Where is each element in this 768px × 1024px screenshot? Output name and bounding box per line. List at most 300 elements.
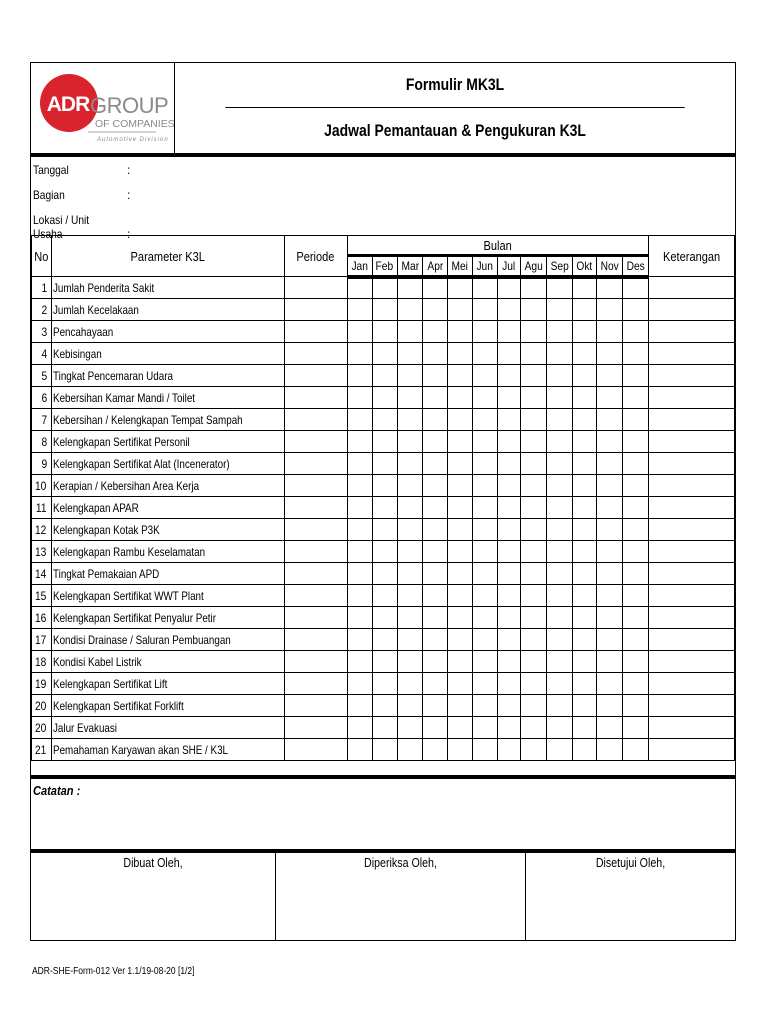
month-cell-nov[interactable] <box>597 431 623 453</box>
month-cell-jun[interactable] <box>473 695 498 717</box>
month-cell-mar[interactable] <box>397 475 422 497</box>
month-cell-mei[interactable] <box>448 585 473 607</box>
month-cell-apr[interactable] <box>423 365 448 387</box>
row-periode-cell[interactable] <box>284 497 347 519</box>
month-cell-apr[interactable] <box>423 299 448 321</box>
month-cell-sep[interactable] <box>546 497 572 519</box>
month-cell-agu[interactable] <box>521 387 547 409</box>
month-cell-jan[interactable] <box>347 497 372 519</box>
month-cell-apr[interactable] <box>423 673 448 695</box>
row-periode-cell[interactable] <box>284 277 347 299</box>
month-cell-mar[interactable] <box>397 299 422 321</box>
month-cell-sep[interactable] <box>546 607 572 629</box>
month-cell-jul[interactable] <box>497 387 520 409</box>
month-cell-des[interactable] <box>623 409 649 431</box>
month-cell-jun[interactable] <box>473 651 498 673</box>
month-cell-agu[interactable] <box>521 519 547 541</box>
month-cell-agu[interactable] <box>521 563 547 585</box>
month-cell-agu[interactable] <box>521 277 547 299</box>
month-cell-apr[interactable] <box>423 629 448 651</box>
month-cell-mar[interactable] <box>397 739 422 761</box>
month-cell-agu[interactable] <box>521 739 547 761</box>
month-cell-mar[interactable] <box>397 497 422 519</box>
row-keterangan-cell[interactable] <box>648 673 734 695</box>
row-keterangan-cell[interactable] <box>648 563 734 585</box>
month-cell-apr[interactable] <box>423 541 448 563</box>
month-cell-des[interactable] <box>623 277 649 299</box>
month-cell-agu[interactable] <box>521 695 547 717</box>
month-cell-sep[interactable] <box>546 409 572 431</box>
month-cell-jun[interactable] <box>473 299 498 321</box>
month-cell-mar[interactable] <box>397 563 422 585</box>
month-cell-apr[interactable] <box>423 695 448 717</box>
month-cell-apr[interactable] <box>423 431 448 453</box>
row-periode-cell[interactable] <box>284 475 347 497</box>
month-cell-feb[interactable] <box>372 321 397 343</box>
month-cell-apr[interactable] <box>423 277 448 299</box>
month-cell-mar[interactable] <box>397 717 422 739</box>
month-cell-nov[interactable] <box>597 541 623 563</box>
row-keterangan-cell[interactable] <box>648 475 734 497</box>
month-cell-jun[interactable] <box>473 321 498 343</box>
month-cell-mar[interactable] <box>397 541 422 563</box>
month-cell-apr[interactable] <box>423 321 448 343</box>
month-cell-jul[interactable] <box>497 321 520 343</box>
month-cell-sep[interactable] <box>546 277 572 299</box>
month-cell-mar[interactable] <box>397 629 422 651</box>
month-cell-apr[interactable] <box>423 519 448 541</box>
month-cell-apr[interactable] <box>423 387 448 409</box>
month-cell-jul[interactable] <box>497 563 520 585</box>
month-cell-jan[interactable] <box>347 299 372 321</box>
month-cell-des[interactable] <box>623 475 649 497</box>
month-cell-jun[interactable] <box>473 343 498 365</box>
month-cell-jan[interactable] <box>347 453 372 475</box>
month-cell-des[interactable] <box>623 607 649 629</box>
month-cell-apr[interactable] <box>423 475 448 497</box>
month-cell-feb[interactable] <box>372 277 397 299</box>
month-cell-feb[interactable] <box>372 409 397 431</box>
month-cell-nov[interactable] <box>597 629 623 651</box>
month-cell-apr[interactable] <box>423 409 448 431</box>
month-cell-agu[interactable] <box>521 475 547 497</box>
month-cell-apr[interactable] <box>423 585 448 607</box>
month-cell-nov[interactable] <box>597 365 623 387</box>
month-cell-jul[interactable] <box>497 541 520 563</box>
month-cell-mar[interactable] <box>397 277 422 299</box>
row-periode-cell[interactable] <box>284 629 347 651</box>
month-cell-mei[interactable] <box>448 409 473 431</box>
month-cell-sep[interactable] <box>546 651 572 673</box>
month-cell-jan[interactable] <box>347 563 372 585</box>
month-cell-mei[interactable] <box>448 651 473 673</box>
month-cell-des[interactable] <box>623 629 649 651</box>
month-cell-jul[interactable] <box>497 695 520 717</box>
month-cell-apr[interactable] <box>423 497 448 519</box>
month-cell-okt[interactable] <box>572 739 597 761</box>
month-cell-jun[interactable] <box>473 629 498 651</box>
month-cell-sep[interactable] <box>546 453 572 475</box>
row-periode-cell[interactable] <box>284 431 347 453</box>
month-cell-des[interactable] <box>623 497 649 519</box>
month-cell-okt[interactable] <box>572 497 597 519</box>
month-cell-okt[interactable] <box>572 673 597 695</box>
month-cell-jul[interactable] <box>497 365 520 387</box>
row-periode-cell[interactable] <box>284 453 347 475</box>
month-cell-mar[interactable] <box>397 519 422 541</box>
month-cell-des[interactable] <box>623 563 649 585</box>
month-cell-jul[interactable] <box>497 497 520 519</box>
month-cell-jun[interactable] <box>473 475 498 497</box>
month-cell-feb[interactable] <box>372 453 397 475</box>
month-cell-okt[interactable] <box>572 629 597 651</box>
month-cell-feb[interactable] <box>372 673 397 695</box>
month-cell-feb[interactable] <box>372 563 397 585</box>
month-cell-mei[interactable] <box>448 497 473 519</box>
month-cell-feb[interactable] <box>372 695 397 717</box>
row-keterangan-cell[interactable] <box>648 541 734 563</box>
row-periode-cell[interactable] <box>284 673 347 695</box>
month-cell-mei[interactable] <box>448 607 473 629</box>
month-cell-mar[interactable] <box>397 409 422 431</box>
month-cell-sep[interactable] <box>546 387 572 409</box>
month-cell-feb[interactable] <box>372 607 397 629</box>
month-cell-mar[interactable] <box>397 453 422 475</box>
month-cell-okt[interactable] <box>572 343 597 365</box>
month-cell-jun[interactable] <box>473 409 498 431</box>
month-cell-des[interactable] <box>623 321 649 343</box>
month-cell-nov[interactable] <box>597 475 623 497</box>
month-cell-nov[interactable] <box>597 387 623 409</box>
month-cell-feb[interactable] <box>372 343 397 365</box>
month-cell-jun[interactable] <box>473 431 498 453</box>
month-cell-okt[interactable] <box>572 453 597 475</box>
month-cell-jul[interactable] <box>497 651 520 673</box>
month-cell-nov[interactable] <box>597 563 623 585</box>
month-cell-des[interactable] <box>623 695 649 717</box>
month-cell-jan[interactable] <box>347 409 372 431</box>
row-keterangan-cell[interactable] <box>648 453 734 475</box>
month-cell-des[interactable] <box>623 585 649 607</box>
month-cell-sep[interactable] <box>546 519 572 541</box>
month-cell-jul[interactable] <box>497 629 520 651</box>
month-cell-jan[interactable] <box>347 717 372 739</box>
month-cell-jun[interactable] <box>473 541 498 563</box>
month-cell-sep[interactable] <box>546 563 572 585</box>
month-cell-jul[interactable] <box>497 409 520 431</box>
month-cell-mar[interactable] <box>397 431 422 453</box>
month-cell-jul[interactable] <box>497 431 520 453</box>
month-cell-agu[interactable] <box>521 321 547 343</box>
month-cell-sep[interactable] <box>546 717 572 739</box>
row-periode-cell[interactable] <box>284 299 347 321</box>
month-cell-mar[interactable] <box>397 321 422 343</box>
month-cell-mei[interactable] <box>448 343 473 365</box>
month-cell-feb[interactable] <box>372 387 397 409</box>
month-cell-agu[interactable] <box>521 299 547 321</box>
month-cell-jan[interactable] <box>347 607 372 629</box>
month-cell-feb[interactable] <box>372 365 397 387</box>
month-cell-feb[interactable] <box>372 475 397 497</box>
month-cell-jan[interactable] <box>347 695 372 717</box>
month-cell-jul[interactable] <box>497 739 520 761</box>
month-cell-apr[interactable] <box>423 717 448 739</box>
row-periode-cell[interactable] <box>284 343 347 365</box>
month-cell-nov[interactable] <box>597 343 623 365</box>
month-cell-okt[interactable] <box>572 695 597 717</box>
month-cell-okt[interactable] <box>572 387 597 409</box>
row-periode-cell[interactable] <box>284 409 347 431</box>
month-cell-okt[interactable] <box>572 563 597 585</box>
row-keterangan-cell[interactable] <box>648 497 734 519</box>
month-cell-mar[interactable] <box>397 673 422 695</box>
month-cell-feb[interactable] <box>372 717 397 739</box>
month-cell-mei[interactable] <box>448 673 473 695</box>
month-cell-feb[interactable] <box>372 629 397 651</box>
month-cell-nov[interactable] <box>597 453 623 475</box>
month-cell-apr[interactable] <box>423 563 448 585</box>
month-cell-jan[interactable] <box>347 387 372 409</box>
month-cell-mei[interactable] <box>448 387 473 409</box>
row-keterangan-cell[interactable] <box>648 409 734 431</box>
month-cell-des[interactable] <box>623 431 649 453</box>
month-cell-okt[interactable] <box>572 277 597 299</box>
month-cell-agu[interactable] <box>521 673 547 695</box>
month-cell-sep[interactable] <box>546 431 572 453</box>
month-cell-sep[interactable] <box>546 629 572 651</box>
month-cell-des[interactable] <box>623 453 649 475</box>
row-periode-cell[interactable] <box>284 717 347 739</box>
month-cell-agu[interactable] <box>521 431 547 453</box>
month-cell-mei[interactable] <box>448 431 473 453</box>
month-cell-jun[interactable] <box>473 673 498 695</box>
month-cell-feb[interactable] <box>372 739 397 761</box>
row-periode-cell[interactable] <box>284 739 347 761</box>
month-cell-sep[interactable] <box>546 343 572 365</box>
month-cell-agu[interactable] <box>521 585 547 607</box>
month-cell-jan[interactable] <box>347 343 372 365</box>
month-cell-feb[interactable] <box>372 651 397 673</box>
month-cell-des[interactable] <box>623 651 649 673</box>
month-cell-jul[interactable] <box>497 607 520 629</box>
month-cell-jul[interactable] <box>497 277 520 299</box>
month-cell-jan[interactable] <box>347 651 372 673</box>
month-cell-mar[interactable] <box>397 343 422 365</box>
month-cell-agu[interactable] <box>521 497 547 519</box>
row-periode-cell[interactable] <box>284 387 347 409</box>
month-cell-sep[interactable] <box>546 365 572 387</box>
month-cell-mei[interactable] <box>448 519 473 541</box>
row-periode-cell[interactable] <box>284 519 347 541</box>
month-cell-jan[interactable] <box>347 739 372 761</box>
month-cell-des[interactable] <box>623 739 649 761</box>
month-cell-sep[interactable] <box>546 475 572 497</box>
month-cell-mar[interactable] <box>397 585 422 607</box>
month-cell-feb[interactable] <box>372 299 397 321</box>
month-cell-des[interactable] <box>623 387 649 409</box>
row-keterangan-cell[interactable] <box>648 739 734 761</box>
month-cell-des[interactable] <box>623 541 649 563</box>
row-periode-cell[interactable] <box>284 365 347 387</box>
row-periode-cell[interactable] <box>284 563 347 585</box>
month-cell-jun[interactable] <box>473 519 498 541</box>
month-cell-agu[interactable] <box>521 607 547 629</box>
row-keterangan-cell[interactable] <box>648 321 734 343</box>
month-cell-nov[interactable] <box>597 717 623 739</box>
month-cell-okt[interactable] <box>572 321 597 343</box>
month-cell-mei[interactable] <box>448 299 473 321</box>
month-cell-apr[interactable] <box>423 651 448 673</box>
row-keterangan-cell[interactable] <box>648 717 734 739</box>
month-cell-sep[interactable] <box>546 321 572 343</box>
month-cell-des[interactable] <box>623 673 649 695</box>
month-cell-okt[interactable] <box>572 519 597 541</box>
row-periode-cell[interactable] <box>284 321 347 343</box>
month-cell-jan[interactable] <box>347 629 372 651</box>
month-cell-okt[interactable] <box>572 409 597 431</box>
row-periode-cell[interactable] <box>284 607 347 629</box>
month-cell-okt[interactable] <box>572 475 597 497</box>
month-cell-jul[interactable] <box>497 475 520 497</box>
row-keterangan-cell[interactable] <box>648 299 734 321</box>
month-cell-mei[interactable] <box>448 453 473 475</box>
month-cell-apr[interactable] <box>423 453 448 475</box>
month-cell-feb[interactable] <box>372 431 397 453</box>
month-cell-mei[interactable] <box>448 717 473 739</box>
month-cell-jul[interactable] <box>497 585 520 607</box>
month-cell-jun[interactable] <box>473 277 498 299</box>
month-cell-nov[interactable] <box>597 585 623 607</box>
month-cell-jul[interactable] <box>497 453 520 475</box>
month-cell-mar[interactable] <box>397 607 422 629</box>
month-cell-mei[interactable] <box>448 563 473 585</box>
month-cell-nov[interactable] <box>597 673 623 695</box>
month-cell-nov[interactable] <box>597 299 623 321</box>
month-cell-sep[interactable] <box>546 299 572 321</box>
month-cell-nov[interactable] <box>597 497 623 519</box>
month-cell-agu[interactable] <box>521 717 547 739</box>
month-cell-mei[interactable] <box>448 629 473 651</box>
month-cell-apr[interactable] <box>423 607 448 629</box>
month-cell-des[interactable] <box>623 717 649 739</box>
month-cell-jul[interactable] <box>497 673 520 695</box>
month-cell-jun[interactable] <box>473 563 498 585</box>
month-cell-okt[interactable] <box>572 607 597 629</box>
row-keterangan-cell[interactable] <box>648 607 734 629</box>
month-cell-agu[interactable] <box>521 629 547 651</box>
month-cell-mar[interactable] <box>397 365 422 387</box>
row-keterangan-cell[interactable] <box>648 431 734 453</box>
month-cell-sep[interactable] <box>546 695 572 717</box>
month-cell-jan[interactable] <box>347 585 372 607</box>
month-cell-agu[interactable] <box>521 409 547 431</box>
month-cell-agu[interactable] <box>521 343 547 365</box>
month-cell-sep[interactable] <box>546 585 572 607</box>
month-cell-jun[interactable] <box>473 497 498 519</box>
month-cell-jun[interactable] <box>473 717 498 739</box>
month-cell-agu[interactable] <box>521 541 547 563</box>
month-cell-nov[interactable] <box>597 695 623 717</box>
month-cell-nov[interactable] <box>597 739 623 761</box>
month-cell-jan[interactable] <box>347 365 372 387</box>
month-cell-nov[interactable] <box>597 607 623 629</box>
month-cell-okt[interactable] <box>572 299 597 321</box>
month-cell-des[interactable] <box>623 519 649 541</box>
row-keterangan-cell[interactable] <box>648 277 734 299</box>
month-cell-okt[interactable] <box>572 431 597 453</box>
row-periode-cell[interactable] <box>284 541 347 563</box>
month-cell-nov[interactable] <box>597 321 623 343</box>
month-cell-jan[interactable] <box>347 673 372 695</box>
month-cell-mei[interactable] <box>448 695 473 717</box>
row-periode-cell[interactable] <box>284 651 347 673</box>
month-cell-okt[interactable] <box>572 585 597 607</box>
month-cell-jan[interactable] <box>347 519 372 541</box>
row-keterangan-cell[interactable] <box>648 365 734 387</box>
month-cell-jan[interactable] <box>347 321 372 343</box>
month-cell-apr[interactable] <box>423 343 448 365</box>
month-cell-sep[interactable] <box>546 739 572 761</box>
month-cell-jun[interactable] <box>473 387 498 409</box>
month-cell-okt[interactable] <box>572 365 597 387</box>
row-keterangan-cell[interactable] <box>648 519 734 541</box>
month-cell-nov[interactable] <box>597 651 623 673</box>
month-cell-nov[interactable] <box>597 409 623 431</box>
month-cell-jan[interactable] <box>347 475 372 497</box>
month-cell-des[interactable] <box>623 343 649 365</box>
month-cell-sep[interactable] <box>546 541 572 563</box>
month-cell-nov[interactable] <box>597 519 623 541</box>
row-keterangan-cell[interactable] <box>648 651 734 673</box>
month-cell-mar[interactable] <box>397 387 422 409</box>
month-cell-okt[interactable] <box>572 717 597 739</box>
month-cell-jul[interactable] <box>497 717 520 739</box>
month-cell-sep[interactable] <box>546 673 572 695</box>
month-cell-jul[interactable] <box>497 343 520 365</box>
month-cell-jun[interactable] <box>473 365 498 387</box>
month-cell-okt[interactable] <box>572 651 597 673</box>
month-cell-nov[interactable] <box>597 277 623 299</box>
month-cell-des[interactable] <box>623 299 649 321</box>
month-cell-feb[interactable] <box>372 585 397 607</box>
month-cell-mei[interactable] <box>448 365 473 387</box>
month-cell-jun[interactable] <box>473 607 498 629</box>
month-cell-feb[interactable] <box>372 497 397 519</box>
month-cell-agu[interactable] <box>521 651 547 673</box>
row-keterangan-cell[interactable] <box>648 343 734 365</box>
month-cell-jan[interactable] <box>347 431 372 453</box>
month-cell-feb[interactable] <box>372 519 397 541</box>
month-cell-jun[interactable] <box>473 453 498 475</box>
month-cell-jun[interactable] <box>473 585 498 607</box>
month-cell-agu[interactable] <box>521 365 547 387</box>
month-cell-des[interactable] <box>623 365 649 387</box>
row-keterangan-cell[interactable] <box>648 585 734 607</box>
month-cell-feb[interactable] <box>372 541 397 563</box>
row-periode-cell[interactable] <box>284 695 347 717</box>
month-cell-okt[interactable] <box>572 541 597 563</box>
month-cell-mar[interactable] <box>397 695 422 717</box>
month-cell-mei[interactable] <box>448 321 473 343</box>
month-cell-apr[interactable] <box>423 739 448 761</box>
month-cell-jan[interactable] <box>347 277 372 299</box>
month-cell-jul[interactable] <box>497 519 520 541</box>
month-cell-mei[interactable] <box>448 541 473 563</box>
month-cell-agu[interactable] <box>521 453 547 475</box>
row-periode-cell[interactable] <box>284 585 347 607</box>
month-cell-mei[interactable] <box>448 739 473 761</box>
month-cell-mei[interactable] <box>448 277 473 299</box>
